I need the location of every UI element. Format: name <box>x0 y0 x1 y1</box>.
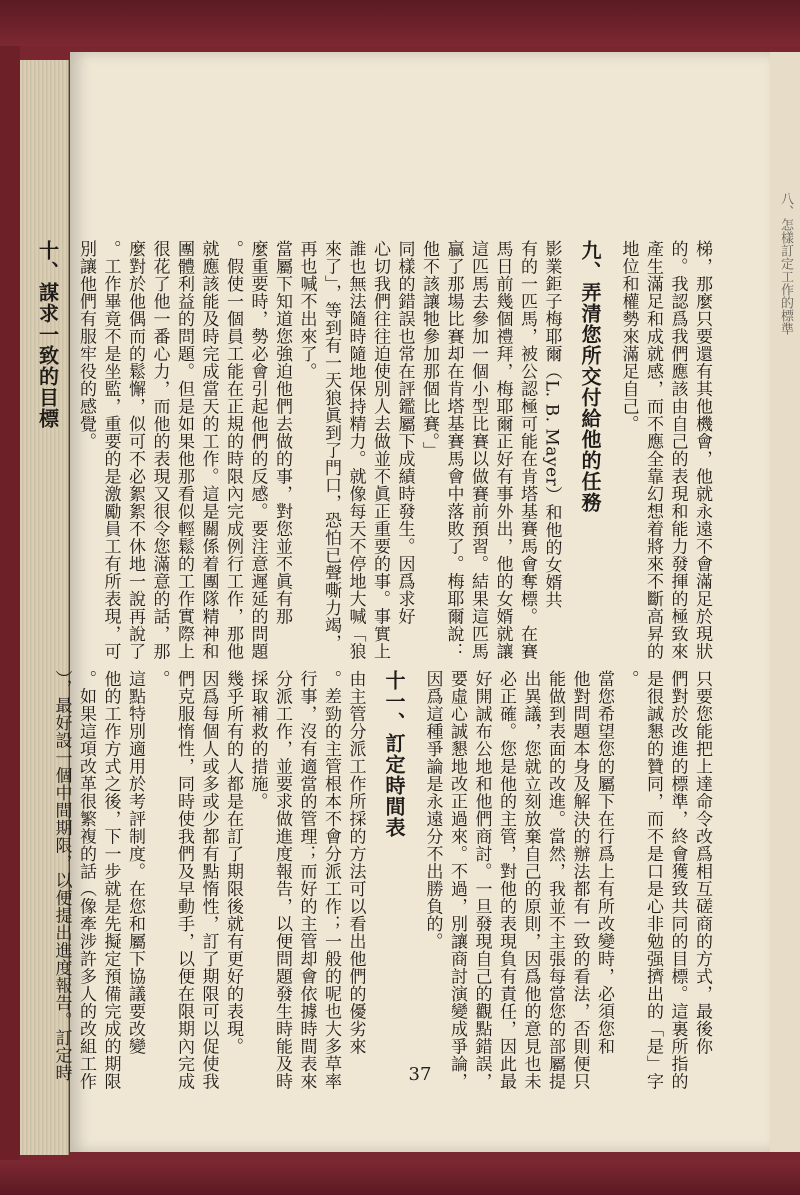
text-column: 。假使一個員工能在正規的時限內完成例行工作，那他 <box>223 240 243 660</box>
book-page <box>35 52 770 1152</box>
text-column: 必正確。您是他的主管，對他的表現負有責任，因此最 <box>496 670 516 1090</box>
text-column: 有的一匹馬，被公認極可能在肯塔基賽馬會奪標。在賽 <box>517 240 537 660</box>
text-column: 他的工作方式之後，下一步就是先擬定預備完成的期限 <box>100 670 121 1090</box>
text-column: 好開誠布公地和他們商討。一旦發現自己的觀點錯誤， <box>471 670 492 1090</box>
text-column: 們克服惰性，同時使我們及早動手，以便在限期內完成 <box>174 670 194 1090</box>
text-column: 團體利益的問題。但是如果他那看似輕鬆的工作實際上 <box>174 240 194 660</box>
text-column: 馬日前幾個禮拜，梅耶爾正好有事外出，他的女婿就讓 <box>492 240 513 660</box>
text-column: 因爲這種爭論是永遠分不出勝負的。 <box>422 670 443 950</box>
section-heading-11: 十一、訂定時間表 <box>382 670 406 838</box>
text-column: 這點特別適用於考評制度。在您和屬下協議要改變 <box>125 670 145 1055</box>
text-column: 當屬下知道您強迫他們去做的事，對您並不眞有那 <box>272 240 292 625</box>
text-column: 因爲每個人或多或少都有點惰性，訂了期限可以促使我 <box>198 670 219 1090</box>
text-column: 很花了他一番心力，而他的表現又很令您滿意的話，那 <box>149 240 170 660</box>
text-column: 別讓他們有服牢役的感覺。 <box>76 240 96 450</box>
section-heading-10: 十、謀求一致的目標 <box>35 240 60 429</box>
text-column: 他對問題本身及解決的辦法都有一致的看法，否則便只 <box>569 670 590 1090</box>
text-column: 麼對於他偶而的鬆懈，似可不必絮絮不休地一說再說了 <box>125 240 145 660</box>
text-column: 他不該讓牠參加那個比賽。」 <box>419 240 439 459</box>
text-column: 再也喊不出來了。 <box>296 240 317 380</box>
text-column: 梯，那麼只要還有其他機會，他就永遠不會滿足於現狀 <box>692 240 712 660</box>
book-cover-bottom <box>0 1160 800 1195</box>
section-heading-9: 九、弄清您所交付給他的任務 <box>578 240 602 513</box>
top-text-block <box>21 240 714 678</box>
text-column: 影業鉅子梅耶爾（L. B. Mayer）和他的女婿共 <box>541 240 562 609</box>
text-column: 。工作畢竟不是坐監，重要的是激勵員工有所表現，可 <box>100 240 121 660</box>
book-cover-left <box>0 46 20 1160</box>
text-column: ），最好設一個中間期限，以便提出進度報告。訂定時 <box>51 670 72 1082</box>
text-column: 只要您能把上達命令改爲相互磋商的方式，最後你 <box>692 670 712 1055</box>
page-number: 37 <box>408 1064 432 1085</box>
facing-page-header: 八、怎樣訂定工作的標準 <box>778 192 793 335</box>
text-column: 就應該能及時完成當天的工作。這是關係着團隊精神和 <box>198 240 219 660</box>
text-column: 分派工作，並要求做進度報告，以便問題發生時能及時 <box>272 670 292 1090</box>
text-column: 採取補救的措施。 <box>247 670 268 810</box>
text-column: 產生滿足和成就感，而不應全靠幻想着將來不斷高昇的 <box>643 240 663 660</box>
text-column: 誰也無法隨時隨地保持精力。就像每天不停地大喊「狼 <box>345 240 366 660</box>
text-column: 行事，沒有適當的管理；而好的主管却會依據時間表來 <box>296 670 317 1090</box>
text-column: 心切我們往往迫使別人去做並不眞正重要的事。事實上 <box>370 240 390 660</box>
text-column: 是很誠懇的贊同，而不是口是心非勉强擠出的「是」字 <box>643 670 663 1090</box>
text-column: 同樣的錯誤也常在評鑑屬下成績時發生。因爲求好 <box>394 240 415 625</box>
text-column: 麼重要時，勢必會引起他們的反感。要注意遲延的問題 <box>247 240 268 660</box>
text-column: 的。我認爲我們應該由自己的表現和能力發揮的極致來 <box>667 240 688 660</box>
text-column: 能做到表面的改進。當然，我並不主張每當您的部屬提 <box>545 670 565 1090</box>
text-column: 這匹馬去參加一個小型比賽以做賽前預習。結果這匹馬 <box>468 240 488 660</box>
text-column: 出異議，您就立刻放棄自己的原則，因爲他的意見也未 <box>520 670 541 1090</box>
text-column: 地位和權勢來滿足自己。 <box>618 240 639 433</box>
text-column: 。 <box>618 670 639 688</box>
text-column: 。如果這項改革很繁複的話（像牽涉許多人的改組工作 <box>76 670 96 1090</box>
facing-page-edge <box>768 52 800 1152</box>
text-column: 來了」，等到有一天狼眞到了門口，恐怕已聲嘶力竭， <box>321 240 341 652</box>
book-cover-top <box>0 0 800 46</box>
text-column: 由主管分派工作所採的方法可以看出他們的優劣來 <box>345 670 366 1055</box>
text-column: 。 <box>149 670 170 688</box>
text-column: 。差勁的主管根本不會分派工作；一般的呢也大多草率 <box>321 670 341 1090</box>
text-column: 要虛心誠懇地改正過來。不過，別讓商討演變成爭論， <box>447 670 467 1090</box>
text-column: 幾乎所有的人都是在訂了期限後就有更好的表現。 <box>223 670 243 1055</box>
text-column: 們對於改進的標準，終會獲致共同的目標。這裏所指的 <box>667 670 688 1090</box>
text-column: 贏了那場比賽却在肯塔基賽馬會中落敗了。梅耶爾說：「 <box>443 240 464 678</box>
text-column: 當您希望您的屬下在行爲上有所改變時，必須您和 <box>594 670 614 1055</box>
